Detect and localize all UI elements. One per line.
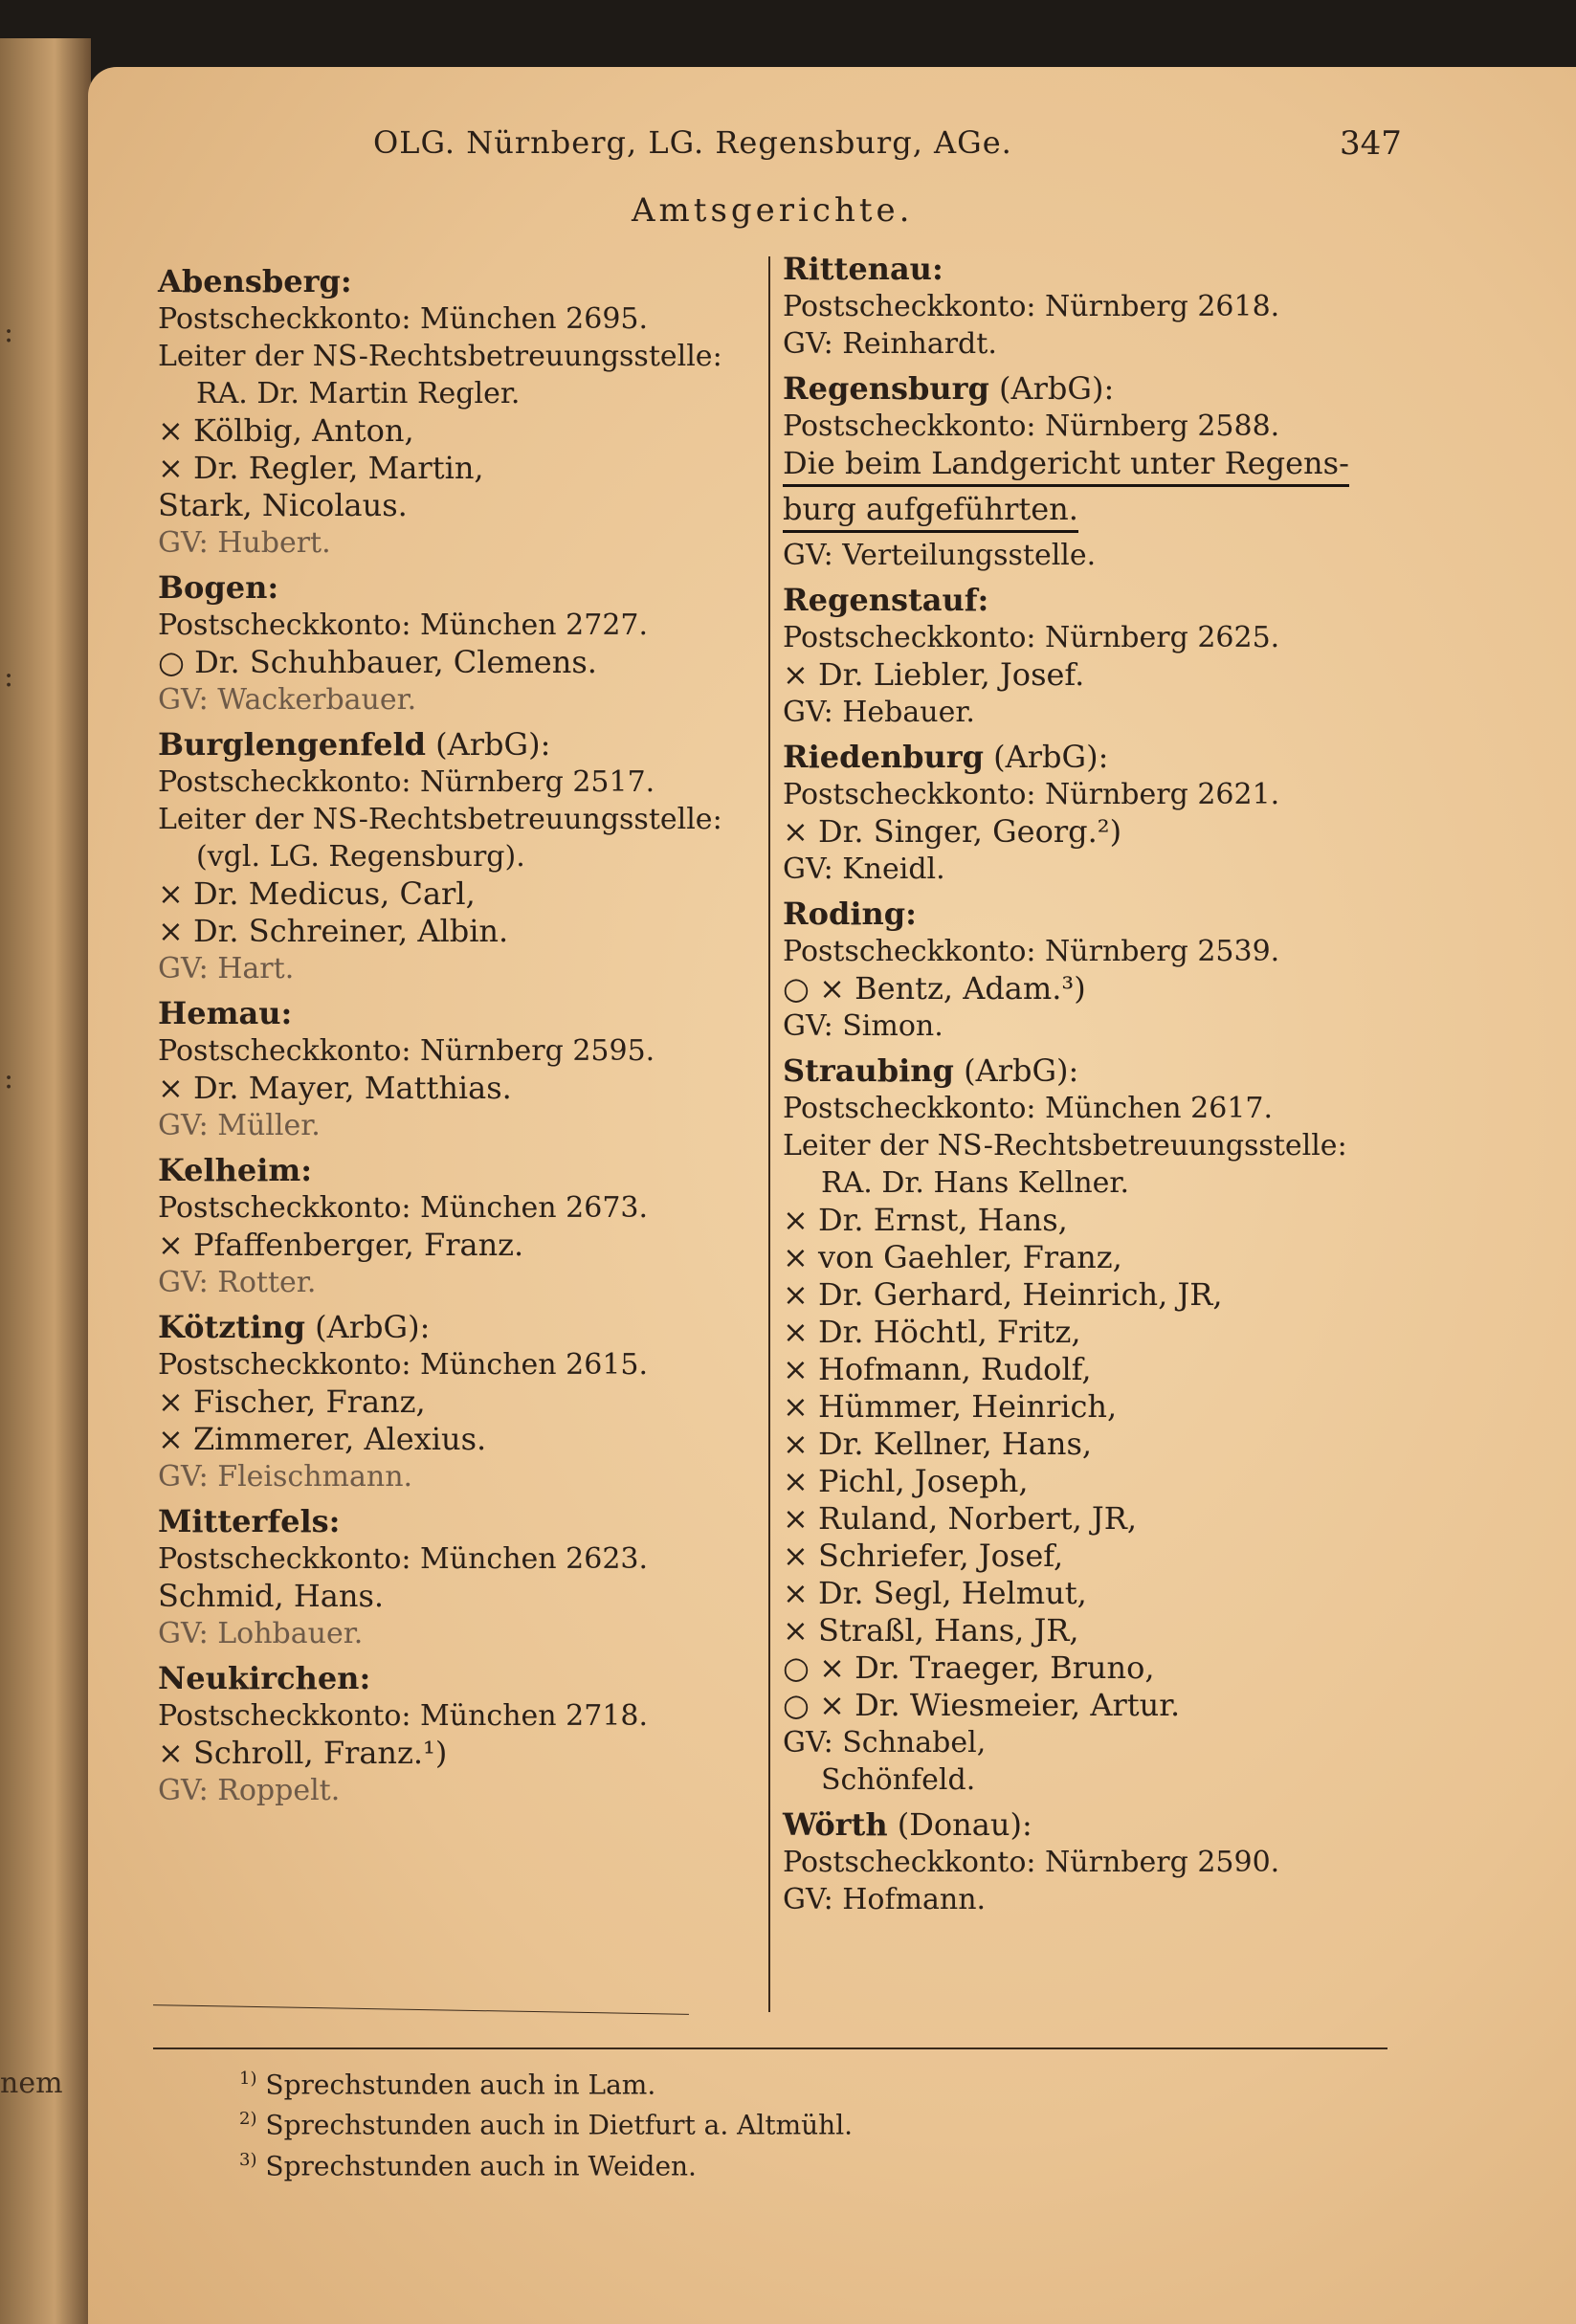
entry-line: ○ × Dr. Traeger, Bruno, [783,1649,1155,1686]
entry-line: × Dr. Segl, Helmut, [783,1575,1087,1611]
entry-line: Postscheckkonto: Nürnberg 2588. [783,409,1280,443]
court-suffix: (Donau): [887,1806,1032,1843]
footnote [239,2062,853,2102]
entry-line: RA. Dr. Hans Kellner. [821,1166,1130,1200]
entry-line: Leiter der NS-Rechtsbetreuungsstelle: [158,803,722,836]
entry-line: GV: Müller. [158,1109,321,1142]
court-entry [158,1152,751,1301]
entry-line: Postscheckkonto: München 2695. [158,302,649,336]
entry-line: GV: Hart. [158,952,295,985]
court-name: Roding: [783,896,917,932]
court-name: Rittenau: [783,251,943,287]
court-entry [783,896,1405,1045]
court-name: Bogen: [158,569,279,606]
entry-line: Schmid, Hans. [158,1578,385,1614]
entry-line: × Ruland, Norbert, JR, [783,1500,1138,1537]
footnote-mark: 1) [239,2069,257,2089]
footnotes [239,2062,853,2183]
court-heading [158,726,751,764]
court-entry [158,263,751,562]
entry-line: × Dr. Ernst, Hans, [783,1202,1068,1238]
footnote [239,2143,853,2183]
court-suffix: (ArbG): [953,1052,1079,1089]
entry-line [783,445,1405,491]
entry-line: GV: Hubert. [158,526,331,560]
court-name: Neukirchen: [158,1660,371,1696]
underlined-note: Die beim Landgericht unter Regens- [783,445,1349,487]
court-entry [158,995,751,1144]
court-name: Hemau: [158,995,293,1031]
entry-line: × Straßl, Hans, JR, [783,1612,1079,1649]
court-heading [783,1806,1405,1844]
court-entry [158,569,751,719]
court-suffix: (ArbG): [304,1309,431,1345]
entry-line: Postscheckkonto: Nürnberg 2590. [783,1846,1280,1879]
court-entry [783,1806,1405,1918]
court-heading [158,1309,751,1346]
right-column [783,251,1405,1926]
entry-line: GV: Kneidl. [783,852,945,886]
court-suffix: (ArbG): [988,370,1115,407]
entry-line [783,491,1405,537]
entry-line: Postscheckkonto: Nürnberg 2621. [783,778,1280,811]
court-name: Regensburg [783,370,989,407]
court-heading [158,1503,751,1540]
entry-line: Postscheckkonto: München 2673. [158,1191,649,1225]
page-number: 347 [1340,124,1402,163]
court-heading [783,739,1405,776]
entry-line: GV: Simon. [783,1009,943,1043]
court-suffix: (ArbG): [983,739,1109,775]
footnote-text: Sprechstunden auch in Lam. [265,2069,656,2101]
entry-line: RA. Dr. Martin Regler. [196,377,521,410]
entry-line: GV: Roppelt. [158,1774,341,1807]
entry-line: × Kölbig, Anton, [158,412,414,449]
entry-line: GV: Fleischmann. [158,1460,413,1494]
column-divider [768,256,770,2012]
entry-line: × Dr. Schreiner, Albin. [158,913,509,949]
court-entry [783,739,1405,888]
footnote-mark: 3) [239,2149,257,2170]
entry-line: × von Gaehler, Franz, [783,1239,1122,1275]
entry-line: × Pichl, Joseph, [783,1463,1029,1499]
footnote-mark: 2) [239,2109,257,2130]
entry-line: Postscheckkonto: München 2727. [158,609,649,642]
entry-line: Postscheckkonto: München 2615. [158,1348,649,1382]
entry-line: × Dr. Liebler, Josef. [783,656,1085,693]
entry-line: × Pfaffenberger, Franz. [158,1227,524,1263]
entry-line: ○ × Dr. Wiesmeier, Artur. [783,1687,1181,1723]
court-heading [158,1152,751,1189]
court-entry [783,370,1405,574]
entry-line: × Dr. Höchtl, Fritz, [783,1314,1081,1350]
entry-line: Stark, Nicolaus. [158,487,408,523]
court-entry [158,726,751,987]
court-name: Kelheim: [158,1152,313,1188]
entry-line: Postscheckkonto: Nürnberg 2618. [783,290,1280,323]
court-name: Regenstauf: [783,582,989,618]
entry-line: × Dr. Kellner, Hans, [783,1426,1093,1462]
prev-page-mark: : [4,660,14,694]
entry-line: Postscheckkonto: Nürnberg 2625. [783,621,1280,654]
court-heading [783,251,1405,288]
entry-line: Postscheckkonto: Nürnberg 2539. [783,935,1280,968]
entry-line: GV: Schnabel, [783,1726,987,1760]
entry-line: Postscheckkonto: München 2718. [158,1699,649,1733]
entry-line: Postscheckkonto: München 2623. [158,1542,649,1576]
entry-line: × Dr. Mayer, Matthias. [158,1070,512,1106]
court-entry [158,1660,751,1809]
court-entry [783,1052,1405,1799]
footnote [239,2102,853,2142]
court-heading [783,370,1405,408]
court-entry [158,1309,751,1495]
footnote-text: Sprechstunden auch in Dietfurt a. Altmühl. [265,2109,854,2141]
entry-line: Leiter der NS-Rechtsbetreuungsstelle: [158,340,722,373]
court-heading [158,263,751,300]
court-name: Wörth [783,1806,888,1843]
entry-line: × Hümmer, Heinrich, [783,1388,1118,1425]
court-name: Riedenburg [783,739,984,775]
prev-page-mark: : [4,1062,14,1096]
court-heading [158,1660,751,1697]
court-name: Abensberg: [158,263,352,299]
court-name: Mitterfels: [158,1503,341,1539]
court-name: Straubing [783,1052,954,1089]
court-heading [783,582,1405,619]
entry-line: ○ Dr. Schuhbauer, Clemens. [158,644,597,680]
footnote-rule [153,2047,1387,2049]
prev-page-mark: : [4,316,14,349]
court-entry [158,1503,751,1652]
entry-line: × Fischer, Franz, [158,1383,426,1420]
page-title: Amtsgerichte. [632,191,914,230]
entry-line: × Dr. Singer, Georg.²) [783,813,1122,850]
entry-line: GV: Lohbauer. [158,1617,364,1650]
entry-line: GV: Verteilungsstelle. [783,539,1097,572]
left-column [158,263,751,1817]
entry-line: GV: Reinhardt. [783,327,997,361]
entry-line: Leiter der NS-Rechtsbetreuungsstelle: [783,1129,1347,1162]
underlined-note: burg aufgeführten. [783,491,1078,533]
court-name: Kötzting [158,1309,305,1345]
footnote-text: Sprechstunden auch in Weiden. [265,2149,697,2181]
entry-line: × Hofmann, Rudolf, [783,1351,1092,1387]
entry-line: GV: Hebauer. [783,696,975,729]
entry-line: GV: Wackerbauer. [158,683,417,717]
previous-page-edge [0,38,91,2324]
entry-line: Postscheckkonto: Nürnberg 2517. [158,765,655,799]
prev-page-mark: nem [0,2067,63,2100]
court-suffix: (ArbG): [425,726,551,763]
court-name: Burglengenfeld [158,726,426,763]
entry-line: × Schroll, Franz.¹) [158,1735,448,1771]
entry-line: Postscheckkonto: Nürnberg 2595. [158,1034,655,1068]
entry-line: × Schriefer, Josef, [783,1538,1064,1574]
entry-line: Schönfeld. [821,1763,976,1797]
running-head: OLG. Nürnberg, LG. Regensburg, AGe. [373,124,1012,161]
entry-line: × Zimmerer, Alexius. [158,1421,487,1457]
court-entry [783,251,1405,363]
entry-line: × Dr. Regler, Martin, [158,450,484,486]
entry-line: GV: Rotter. [158,1266,317,1299]
court-heading [158,995,751,1032]
entry-line: (vgl. LG. Regensburg). [196,840,525,874]
entry-line: × Dr. Medicus, Carl, [158,875,476,912]
entry-line: ○ × Bentz, Adam.³) [783,970,1086,1007]
court-heading [783,1052,1405,1090]
entry-line: GV: Hofmann. [783,1883,987,1916]
court-heading [158,569,751,607]
court-entry [783,582,1405,731]
entry-line: Postscheckkonto: München 2617. [783,1092,1274,1125]
entry-line: × Dr. Gerhard, Heinrich, JR, [783,1276,1223,1313]
court-heading [783,896,1405,933]
